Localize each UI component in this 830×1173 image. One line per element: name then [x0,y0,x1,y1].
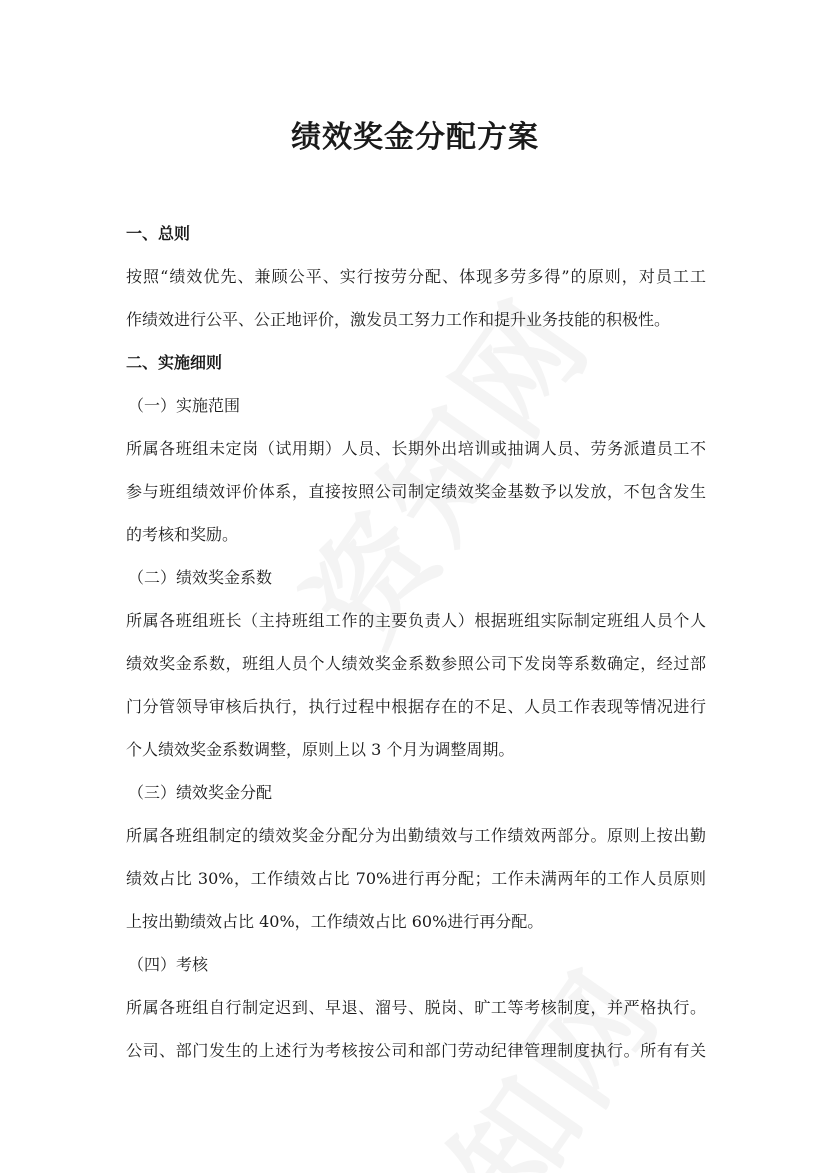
section-heading-general: 一、总则 [126,224,191,243]
document-title: 绩效奖金分配方案 [291,120,539,155]
section-heading-implementation: 二、实施细则 [126,353,223,372]
paragraph-line: 所属各班组自行制定迟到、早退、溜号、脱岗、旷工等考核制度，并严格执行。 [126,998,706,1017]
paragraph-line: 公司、部门发生的上述行为考核按公司和部门劳动纪律管理制度执行。所有有关 [126,1041,706,1060]
paragraph-line: 上按出勤绩效占比 40%，工作绩效占比 60%进行再分配。 [126,912,544,931]
paragraph-line: 门分管领导审核后执行，执行过程中根据存在的不足、人员工作表现等情况进行 [126,697,706,716]
paragraph-line: 绩效奖金系数，班组人员个人绩效奖金系数参照公司下发岗等系数确定，经过部 [126,654,706,673]
paragraph-line: 的考核和奖励。 [126,525,239,544]
subsection-heading-distribution: （三）绩效奖金分配 [128,783,273,802]
subsection-heading-coefficient: （二）绩效奖金系数 [128,568,273,587]
paragraph-line: 所属各班组班长（主持班组工作的主要负责人）根据班组实际制定班组人员个人 [126,611,706,630]
paragraph-line: 所属各班组未定岗（试用期）人员、长期外出培训或抽调人员、劳务派遣员工不 [126,439,706,458]
paragraph-line: 按照“绩效优先、兼顾公平、实行按劳分配、体现多劳多得”的原则，对员工工 [126,267,706,286]
subsection-heading-assessment: （四）考核 [128,955,209,974]
document-body [126,212,706,1072]
paragraph-line: 所属各班组制定的绩效奖金分配分为出勤绩效与工作绩效两部分。原则上按出勤 [126,826,706,845]
paragraph-line: 绩效占比 30%，工作绩效占比 70%进行再分配；工作未满两年的工作人员原则 [126,869,706,888]
paragraph-line: 作绩效进行公平、公正地评价，激发员工努力工作和提升业务技能的积极性。 [126,310,671,329]
paragraph-line: 个人绩效奖金系数调整，原则上以 3 个月为调整周期。 [126,740,515,759]
subsection-heading-scope: （一）实施范围 [128,396,241,415]
paragraph-line: 参与班组绩效评价体系，直接按照公司制定绩效奖金基数予以发放，不包含发生 [126,482,706,501]
